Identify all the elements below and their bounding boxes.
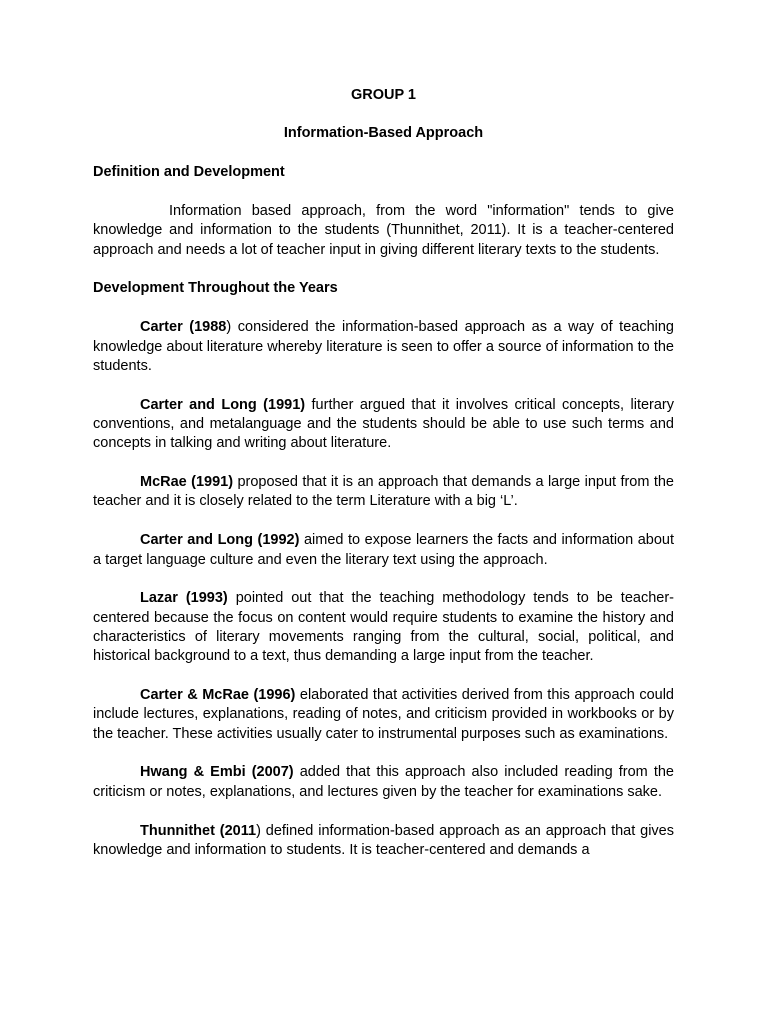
entry-paragraph xyxy=(93,822,674,861)
entry-citation: Carter (1988 xyxy=(140,319,227,336)
section-heading-definition: Definition and Development xyxy=(93,164,285,180)
entry-citation: Thunnithet (2011 xyxy=(140,822,257,839)
section-heading-development: Development Throughout the Years xyxy=(93,280,338,297)
entry-paragraph xyxy=(93,763,674,802)
definition-paragraph: Information based approach, from the word "information" tends to give knowledge and information to the students (Thunnithet, 2011). It is a teacher-centered approach and needs a lot of teacher input in giving different literary texts to the students. xyxy=(93,203,674,258)
entry-text: further argued that it involves critical concepts, literary conventions, and metalanguage and the students should be able to use such terms and concepts in talking and writing about literature. xyxy=(93,396,675,452)
entry-paragraph xyxy=(93,473,674,512)
entry-text: added that this approach also included reading from the criticism or notes, explanations, and lectures given by the teacher for examinations sake. xyxy=(93,764,674,800)
entry-paragraph xyxy=(93,396,674,454)
entry-paragraph xyxy=(93,589,674,666)
entry-text: ) considered the information-based approach as a way of teaching knowledge about literature whereby literature is seen to offer a source of information to the students. xyxy=(93,319,674,374)
entry-citation: McRae (1991) xyxy=(140,474,234,491)
entry-citation: Hwang & Embi (2007) xyxy=(140,764,294,781)
entry-citation: Carter and Long (1992) xyxy=(140,532,300,549)
entry-text: pointed out that the teaching methodology tends to be teacher-centered because the focus on content would require students to examine the history and characteristics of literary movements ranging from the cultural, social, political, and historical background to a text, thus demanding a large input from the teacher. xyxy=(93,590,675,665)
entry-text: ) defined information-based approach as an approach that gives knowledge and information to students. It is teacher-centered and demands a xyxy=(93,822,674,858)
entry-text: elaborated that activities derived from this approach could include lectures, explanations, reading of notes, and criticism provided in workbooks or by the teacher. These activities usually cater to instrumental purposes such as examinations. xyxy=(93,687,674,742)
entry-citation: Lazar (1993) xyxy=(140,590,228,607)
document-title: Information-Based Approach xyxy=(283,125,484,141)
entry-paragraph xyxy=(93,686,674,744)
entry-citation: Carter and Long (1991) xyxy=(140,396,306,413)
group-label: GROUP 1 xyxy=(350,87,416,103)
entry-text: aimed to expose learners the facts and information about a target language culture and even the literary text using the approach. xyxy=(93,532,674,568)
entry-citation: Carter & McRae (1996) xyxy=(140,687,296,704)
entry-paragraph xyxy=(93,531,674,570)
entry-paragraph xyxy=(93,318,674,376)
entry-text: proposed that it is an approach that demands a large input from the teacher and it is closely related to the term Literature with a big ‘L’. xyxy=(93,474,674,510)
